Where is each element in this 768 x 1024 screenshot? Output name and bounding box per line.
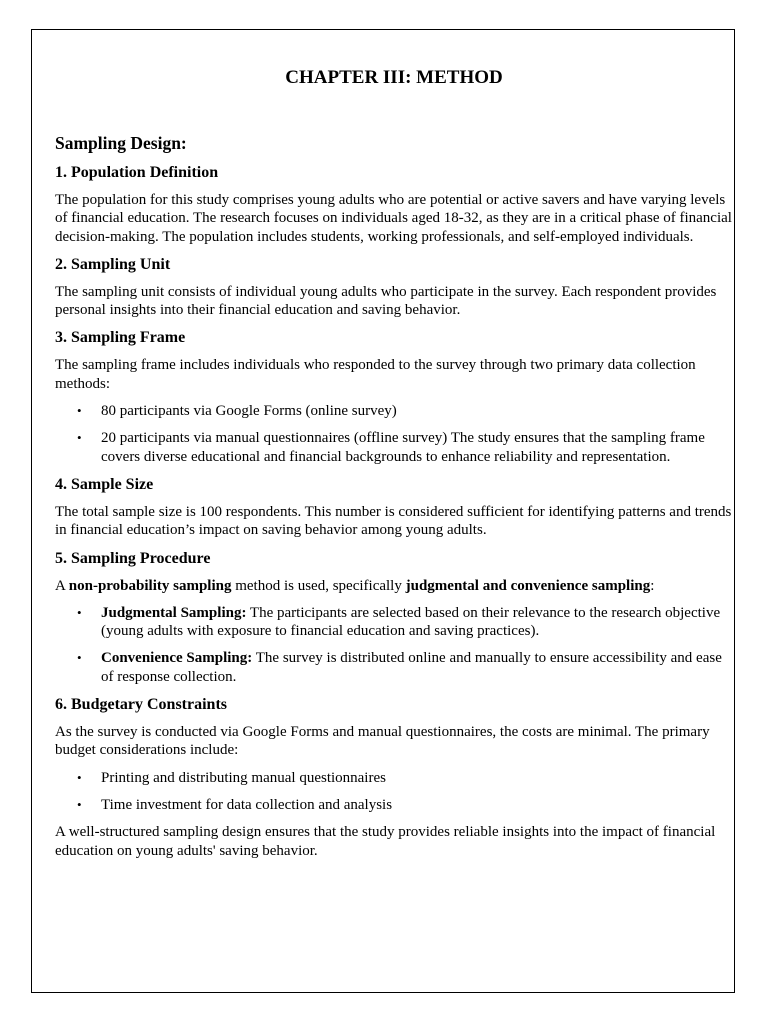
intro-prefix: A [55, 577, 69, 594]
paragraph-budgetary-constraints: As the survey is conducted via Google Forms and manual questionnaires, the costs are minimal. The primary budget considerations include: [55, 724, 710, 759]
list-item: • Time investment for data collection and analysis [101, 796, 733, 814]
sampling-procedure-list [55, 604, 733, 686]
list-item [101, 604, 733, 641]
paragraph-conclusion: A well-structured sampling design ensures that the study provides reliable insights into the impact of financial education on young adults' saving behavior. [55, 824, 716, 859]
chapter-title: CHAPTER III: METHOD [285, 67, 503, 88]
heading-sampling-unit: 2. Sampling Unit [55, 255, 171, 273]
list-item: • Printing and distributing manual questionnaires [101, 769, 733, 787]
heading-population-definition: 1. Population Definition [55, 164, 219, 181]
list-item: • 80 participants via Google Forms (online survey) [101, 402, 733, 420]
heading-sample-size: 4. Sample Size [55, 475, 154, 493]
budget-list [55, 769, 733, 815]
heading-sampling-procedure: 5. Sampling Procedure [55, 549, 211, 567]
sampling-frame-list [55, 402, 733, 466]
list-item [101, 649, 733, 686]
list-item-label: Convenience Sampling: [101, 650, 253, 667]
paragraph-sampling-frame: The sampling frame includes individuals who responded to the survey through two primary data collection methods: [55, 357, 696, 392]
intro-middle: method is used, specifically [231, 577, 406, 594]
intro-bold-judgmental-convenience: judgmental and convenience sampling [405, 577, 651, 594]
list-item-label: Judgmental Sampling: [101, 604, 247, 621]
paragraph-sample-size: The total sample size is 100 respondents. This number is considered sufficient for identifying patterns and trends in financial education’s impact on saving behavior among young adults. [55, 503, 732, 539]
list-item-text: The participants are selected based on their relevance to the research objective (young adults with exposure to financial education and saving practices). [101, 604, 721, 640]
paragraph-sampling-unit: The sampling unit consists of individual young adults who participate in the survey. Each respondent provides personal insights into their financial education and saving behavior. [55, 283, 717, 319]
paragraph-sampling-procedure [55, 577, 733, 595]
paragraph-population: The population for this study comprises young adults who are potential or active savers and have varying levels of financial education. The research focuses on individuals aged 18-32, as they are in a critical phase of financial decision-making. The population includes students, working professionals, and self-employed individuals. [55, 192, 732, 245]
intro-bold-nonprobability: non-probability sampling [68, 577, 232, 594]
document-body [55, 66, 733, 869]
heading-budgetary-constraints: 6. Budgetary Constraints [55, 696, 228, 714]
intro-suffix: : [650, 577, 655, 594]
list-item-text: The survey is distributed online and manually to ensure accessibility and ease of response collection. [101, 650, 722, 685]
list-item: • 20 participants via manual questionnaires (offline survey) The study ensures that the sampling frame covers diverse educational and financial backgrounds to enhance reliability and representation. [101, 429, 733, 466]
heading-sampling-frame: 3. Sampling Frame [55, 329, 186, 347]
section-heading-sampling-design: Sampling Design: [55, 133, 187, 153]
